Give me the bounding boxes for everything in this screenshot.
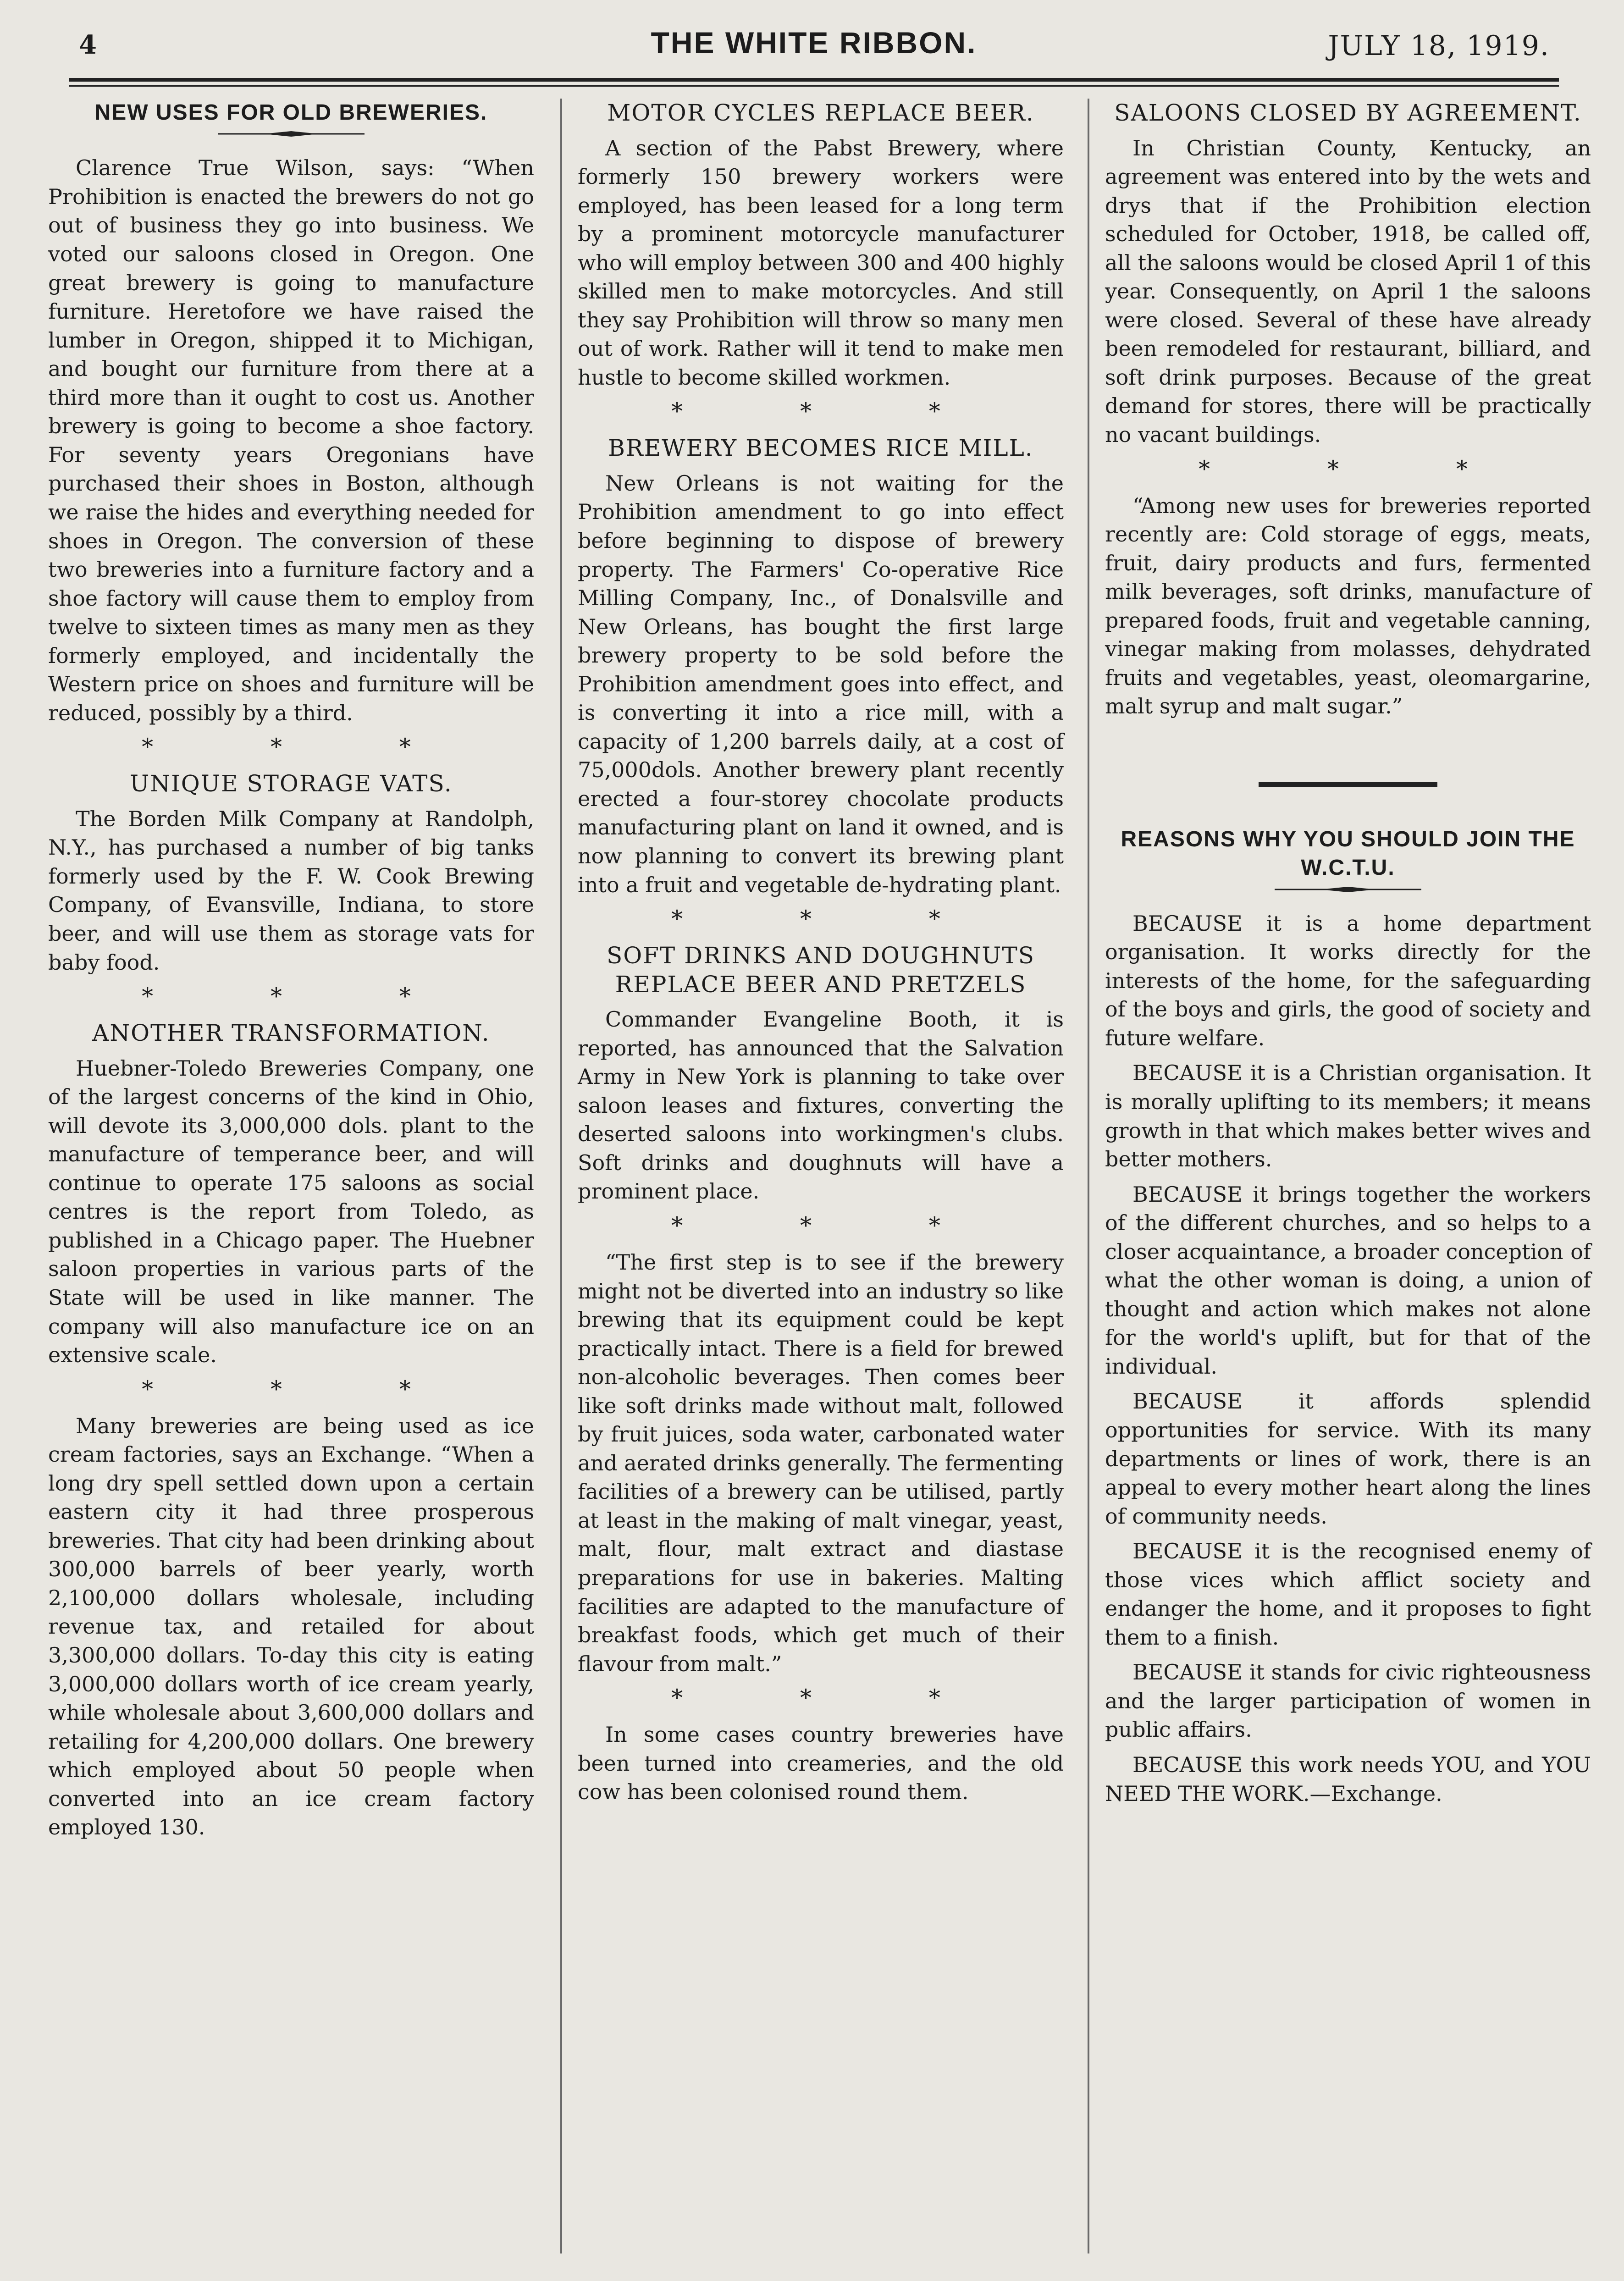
- reason-paragraph: BECAUSE it affords splendid opportunities for service. With its many departments or lines of work, there is an appeal to every mother heart along the lines of community needs.: [1105, 1389, 1591, 1529]
- article-paragraph: In some cases country breweries have been turned into creameries, and the old cow has been colonised round them.: [578, 1722, 1064, 1805]
- masthead-rule-thin: [69, 85, 1559, 87]
- column-divider: [560, 99, 562, 2253]
- article-paragraph: Clarence True Wilson, says: “When Prohibition is enacted the brewers do not go out of business they go into business. We voted our saloons closed in Oregon. One great brewery is going to manufacture furniture. Heretofore we have raised the lumber in Oregon, shipped it to Michigan, and bought our furniture from there at a third more than it ought to cost us. Another brewery is going to become a shoe factory. For seventy years Oregonians have purchased their shoes in Boston, although we raise the hides and everything needed for shoes in Oregon. The conversion of these two breweries into a furniture factory and a shoe factory will cause them to employ from twelve to sixteen times as many men as they formerly employed, and incidentally the Western price on shoes and furniture will be reduced, possibly by a third.: [48, 155, 534, 725]
- section-separator: * * *: [671, 1685, 995, 1712]
- masthead-rule-thick: [69, 78, 1559, 82]
- ornamental-rule-icon: [1275, 886, 1421, 893]
- column-3: [1105, 99, 1591, 1814]
- publication-title: THE WHITE RIBBON.: [651, 26, 977, 60]
- section-separator: * * *: [671, 906, 995, 933]
- article-heading: SALOONS CLOSED BY AGREEMENT.: [1114, 99, 1582, 126]
- article-paragraph: The Borden Milk Company at Randolph, N.Y., has purchased a number of big tanks formerly used by the F. W. Cook Brewing Company, of Evansville, Indiana, to store beer, and will use them as storage vats for baby food.: [48, 806, 534, 975]
- section-separator: * * *: [1199, 455, 1523, 482]
- article-paragraph: “Among new uses for breweries reported recently are: Cold storage of eggs, meats, fruit, dairy products and furs, fermented milk beverages, soft drinks, manufacture of prepared foods, fruit and vegetable canning, vinegar making from molasses, dehydrated fruits and vegetables, yeast, oleomargarine, malt syrup and malt sugar.”: [1105, 493, 1591, 719]
- section-separator: * * *: [142, 1375, 466, 1403]
- article-paragraph: “The first step is to see if the brewery might not be diverted into an industry so like brewing that its equipment could be kept practically intact. There is a field for brewed non-alcoholic beverages. Then comes beer like soft drinks made without malt, followed by fruit juices, soda water, carbonated water and aerated drinks generally. The fermenting facilities of a brewery can be utilised, partly at least in the making of malt vinegar, yeast, malt, flour, malt extract and diastase preparations for use in bakeries. Malting facilities are adapted to the manufacture of breakfast foods, which get much of their flavour from malt.”: [578, 1249, 1064, 1676]
- reason-paragraph: BECAUSE it brings together the workers of the different churches, and so helps to a closer acquaintance, a broader conception of what the other woman is doing, a union of thought and action which makes not alone for the world's uplift, but for that of the individual.: [1105, 1182, 1591, 1379]
- section-separator: * * *: [671, 1212, 995, 1239]
- article-paragraph: In Christian County, Kentucky, an agreement was entered into by the wets and drys that if the Prohibition election scheduled for October, 1918, be called off, all the saloons would be closed April 1 of this year. Consequently, on April 1 the saloons were closed. Several of these have already been remodeled for restaurant, billiard, and soft drink purposes. Because of the great demand for stores, there will be practically no vacant buildings.: [1105, 135, 1591, 447]
- reason-paragraph: BECAUSE it is the recognised enemy of those vices which afflict society and endanger the home, and it proposes to fight them to a finish.: [1105, 1539, 1591, 1650]
- ornamental-rule-icon: [218, 131, 365, 137]
- article-heading: SOFT DRINKS AND DOUGHNUTS REPLACE BEER AND PRETZELS: [606, 942, 1035, 998]
- article-heading: REASONS WHY YOU SHOULD JOIN THE W.C.T.U.: [1121, 827, 1575, 880]
- column-2: [578, 99, 1064, 1813]
- article-paragraph: New Orleans is not waiting for the Prohibition amendment to go into effect before beginning to dispose of brewery property. The Farmers' Co-operative Rice Milling Company, Inc., of Donalsville and New Orleans, has bought the first large brewery property to be sold before the Prohibition amendment goes into effect, and is converting it into a rice mill, with a capacity of 1,200 barrels daily, at a cost of 75,000dols. Another brewery plant recently erected a four-storey chocolate products manufacturing plant on land it owned, and is now planning to convert its brewing plant into a fruit and vegetable de-hydrating plant.: [578, 470, 1064, 897]
- reason-paragraph: BECAUSE this work needs YOU, and YOU NEED THE WORK.—Exchange.: [1105, 1752, 1591, 1806]
- section-separator: * * *: [142, 983, 466, 1010]
- page-number: 4: [79, 30, 97, 60]
- issue-date: JULY 18, 1919.: [1328, 30, 1550, 62]
- column-1: [48, 99, 534, 1848]
- article-heading: BREWERY BECOMES RICE MILL.: [608, 435, 1033, 462]
- article-heading: UNIQUE STORAGE VATS.: [130, 770, 453, 797]
- reason-paragraph: BECAUSE it stands for civic righteousness and the larger participation of women in public affairs.: [1105, 1660, 1591, 1742]
- article-heading: ANOTHER TRANSFORMATION.: [92, 1020, 490, 1047]
- article-heading: MOTOR CYCLES REPLACE BEER.: [607, 99, 1034, 126]
- masthead: [69, 25, 1559, 76]
- article-paragraph: A section of the Pabst Brewery, where formerly 150 brewery workers were employed, has been leased for a long term by a prominent motorcycle manufacturer who will employ between 300 and 400 highly skilled men to make motorcycles. And still they say Prohibition will throw so many men out of work. Rather will it tend to make men hustle to become skilled workmen.: [578, 135, 1064, 390]
- section-separator: * * *: [142, 734, 466, 761]
- article-heading: NEW USES FOR OLD BREWERIES.: [94, 100, 488, 125]
- reason-paragraph: BECAUSE it is a Christian organisation. It is morally uplifting to its members; it means growth in that which makes better wives and better mothers.: [1105, 1060, 1591, 1172]
- column-divider: [1088, 99, 1089, 2253]
- article-paragraph: Many breweries are being used as ice cream factories, says an Exchange. “When a long dry spell settled down upon a certain eastern city it had three prosperous breweries. That city had been drinking about 300,000 barrels of beer yearly, worth 2,100,000 dollars wholesale, including revenue tax, and retailed for about 3,300,000 dollars. To-day this city is eating 3,000,000 dollars worth of ice cream yearly, while wholesale about 3,600,000 dollars and retailing for 4,200,000 dollars. One brewery which employed about 50 people when converted into an ice cream factory employed 130.: [48, 1413, 534, 1840]
- article-paragraph: Huebner-Toledo Breweries Company, one of the largest concerns of the kind in Ohio, will devote its 3,000,000 dols. plant to the manufacture of temperance beer, and will continue to operate 175 saloons as social centres is the report from Toledo, as published in a Chicago paper. The Huebner saloon properties in various parts of the State will be used in like manner. The company will also manufacture ice on an extensive scale.: [48, 1055, 534, 1368]
- article-paragraph: Commander Evangeline Booth, it is reported, has announced that the Salvation Army in New York is planning to take over saloon leases and fixtures, converting the deserted saloons into workingmen's clubs. Soft drinks and doughnuts will have a prominent place.: [578, 1007, 1064, 1204]
- section-separator: * * *: [671, 398, 995, 425]
- decorative-divider-icon: [1259, 780, 1437, 789]
- reason-paragraph: BECAUSE it is a home department organisation. It works directly for the interests of the home, for the safeguarding of the boys and girls, the good of society and future welfare.: [1105, 911, 1591, 1050]
